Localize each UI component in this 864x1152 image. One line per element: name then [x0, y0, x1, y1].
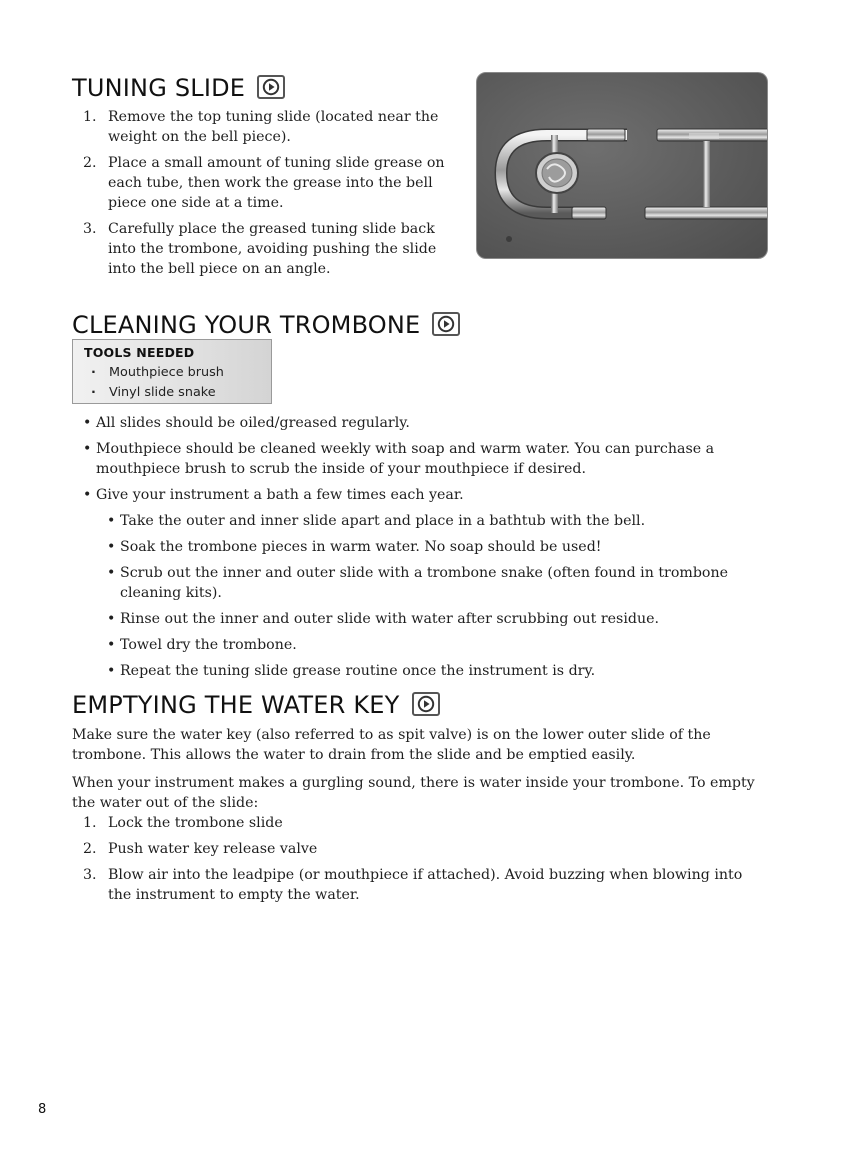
list-item: • Take the outer and inner slide apart and place in a bathtub with the bell.: [72, 511, 772, 531]
tuning-steps-list: [72, 107, 464, 285]
water-key-steps-list: [72, 813, 762, 905]
list-item: • All slides should be oiled/greased regularly.: [72, 413, 772, 433]
water-key-paragraph: Make sure the water key (also referred to as spit valve) is on the lower outer slide of the trombone. This allows the water to drain from the slide and be emptied easily.: [72, 727, 711, 763]
cleaning-bullet-list: [72, 413, 772, 505]
list-item: 2. Place a small amount of tuning slide grease on each tube, then work the grease into the bell piece one side at a time.: [83, 155, 445, 211]
list-item: · Mouthpiece brush: [85, 363, 224, 383]
cleaning-heading: [72, 310, 460, 340]
list-item: 3. Blow air into the leadpipe (or mouthpiece if attached). Avoid buzzing when blowing into the instrument to empty the water.: [83, 867, 743, 903]
list-item: 2. Push water key release valve: [83, 841, 318, 857]
water-key-paragraph: When your instrument makes a gurgling sound, there is water inside your trombone. To empty the water out of the slide:: [72, 775, 755, 811]
bath-steps-list: [72, 511, 772, 681]
list-item: • Towel dry the trombone.: [72, 635, 772, 655]
play-video-icon[interactable]: [432, 312, 460, 336]
tuning-slide-heading: [72, 73, 285, 103]
list-item: 1. Remove the top tuning slide (located near the weight on the bell piece).: [83, 109, 439, 145]
tuning-slide-title: TUNING SLIDE: [72, 74, 246, 102]
play-video-icon[interactable]: [257, 75, 285, 99]
list-item: • Rinse out the inner and outer slide with water after scrubbing out residue.: [72, 609, 772, 629]
list-item: • Repeat the tuning slide grease routine once the instrument is dry.: [72, 661, 772, 681]
cleaning-bullets: [72, 413, 772, 687]
tools-needed-box: [72, 339, 272, 404]
tools-needed-title: TOOLS NEEDED: [84, 345, 195, 360]
tools-list: [85, 363, 224, 402]
list-item: · Vinyl slide snake: [85, 383, 224, 403]
cleaning-title: CLEANING YOUR TROMBONE: [72, 311, 421, 339]
list-item: • Scrub out the inner and outer slide with a trombone snake (often found in trombone cleaning kits).: [72, 563, 772, 603]
list-item: 3. Carefully place the greased tuning slide back into the trombone, avoiding pushing the slide into the bell piece on an angle.: [83, 221, 437, 277]
water-key-title: EMPTYING THE WATER KEY: [72, 691, 400, 719]
page-number: 8: [38, 1102, 47, 1117]
list-item: • Soak the trombone pieces in warm water. No soap should be used!: [72, 537, 772, 557]
list-item: 1. Lock the trombone slide: [83, 815, 283, 831]
water-key-heading: [72, 690, 440, 720]
list-item: • Mouthpiece should be cleaned weekly with soap and warm water. You can purchase a mouthpiece brush to scrub the inside of your mouthpiece if desired.: [72, 439, 772, 479]
play-video-icon[interactable]: [412, 692, 440, 716]
tuning-slide-photo: [476, 72, 768, 259]
list-item: • Give your instrument a bath a few times each year.: [72, 485, 772, 505]
water-key-body: [72, 725, 772, 911]
